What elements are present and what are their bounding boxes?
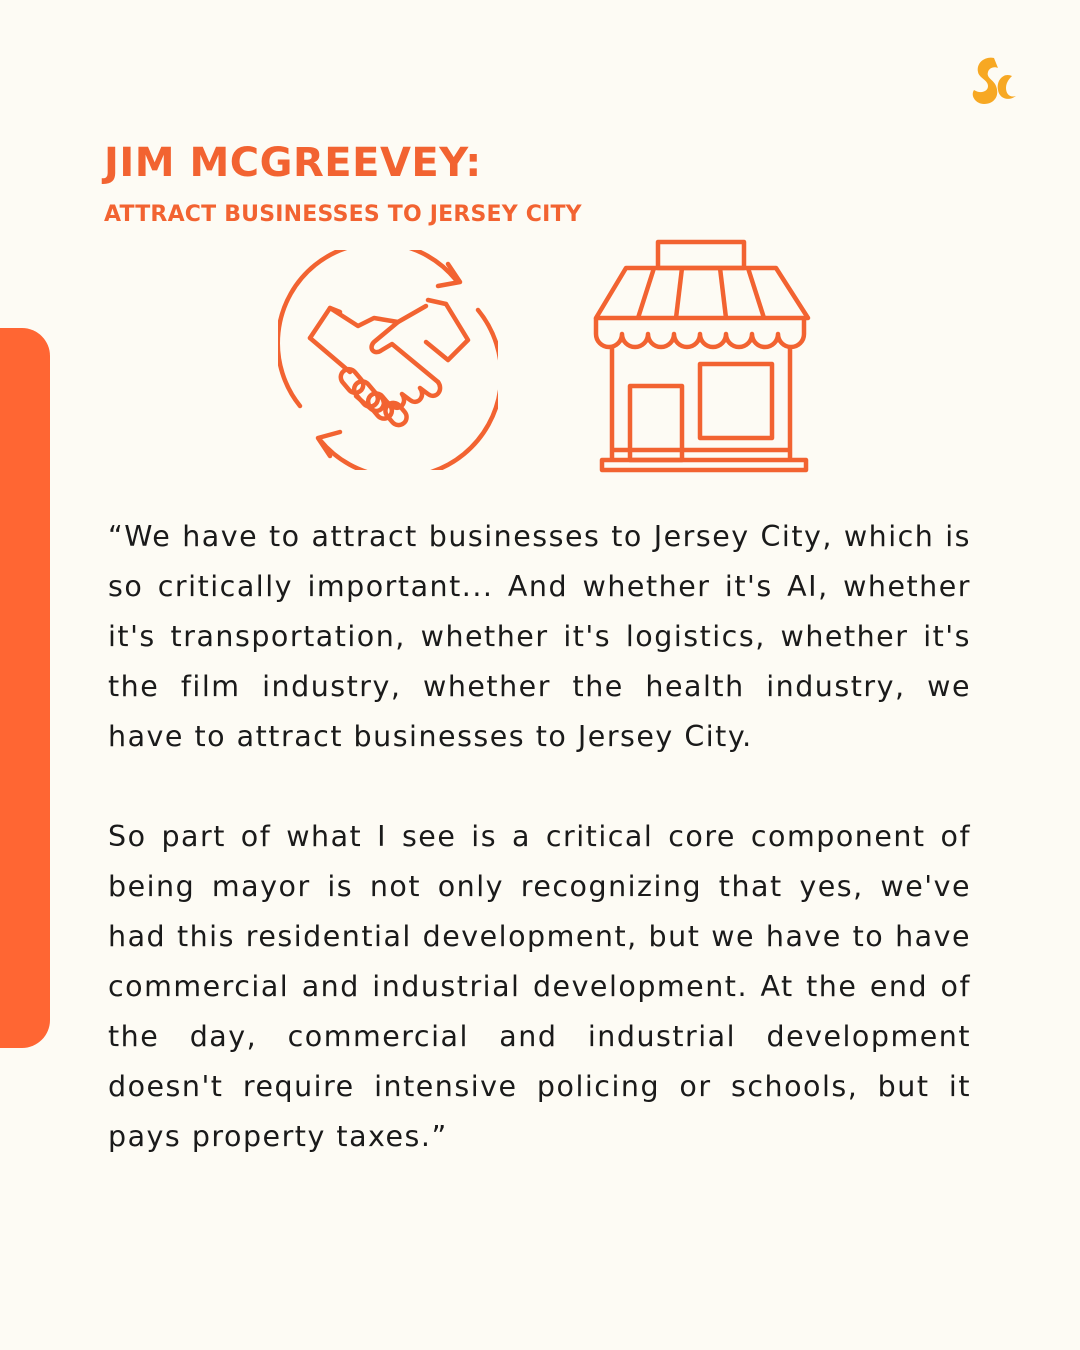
quote-block xyxy=(108,512,971,1162)
page-subtitle: ATTRACT BUSINESSES TO JERSEY CITY xyxy=(104,202,582,227)
side-accent-bar xyxy=(0,328,50,1048)
storefront-icon xyxy=(590,238,814,478)
quote-paragraph-2: So part of what I see is a critical core component of being mayor is not only recognizing that yes, we've had this residential development, but we have to have commercial and industrial development. At the end of the day, commercial and industrial development doesn't require intensive policing or schools, but it pays property taxes.” xyxy=(108,820,971,1153)
brand-logo-icon xyxy=(964,54,1022,112)
page-title: JIM MCGREEVEY: xyxy=(104,140,482,186)
quote-paragraph-1: “We have to attract businesses to Jersey City, which is so critically important... And whether it's AI, whether it's transportation, whether it's logistics, whether it's the film industry, whether the health industry, we have to attract businesses to Jersey City. xyxy=(108,520,971,753)
handshake-icon xyxy=(278,250,498,470)
